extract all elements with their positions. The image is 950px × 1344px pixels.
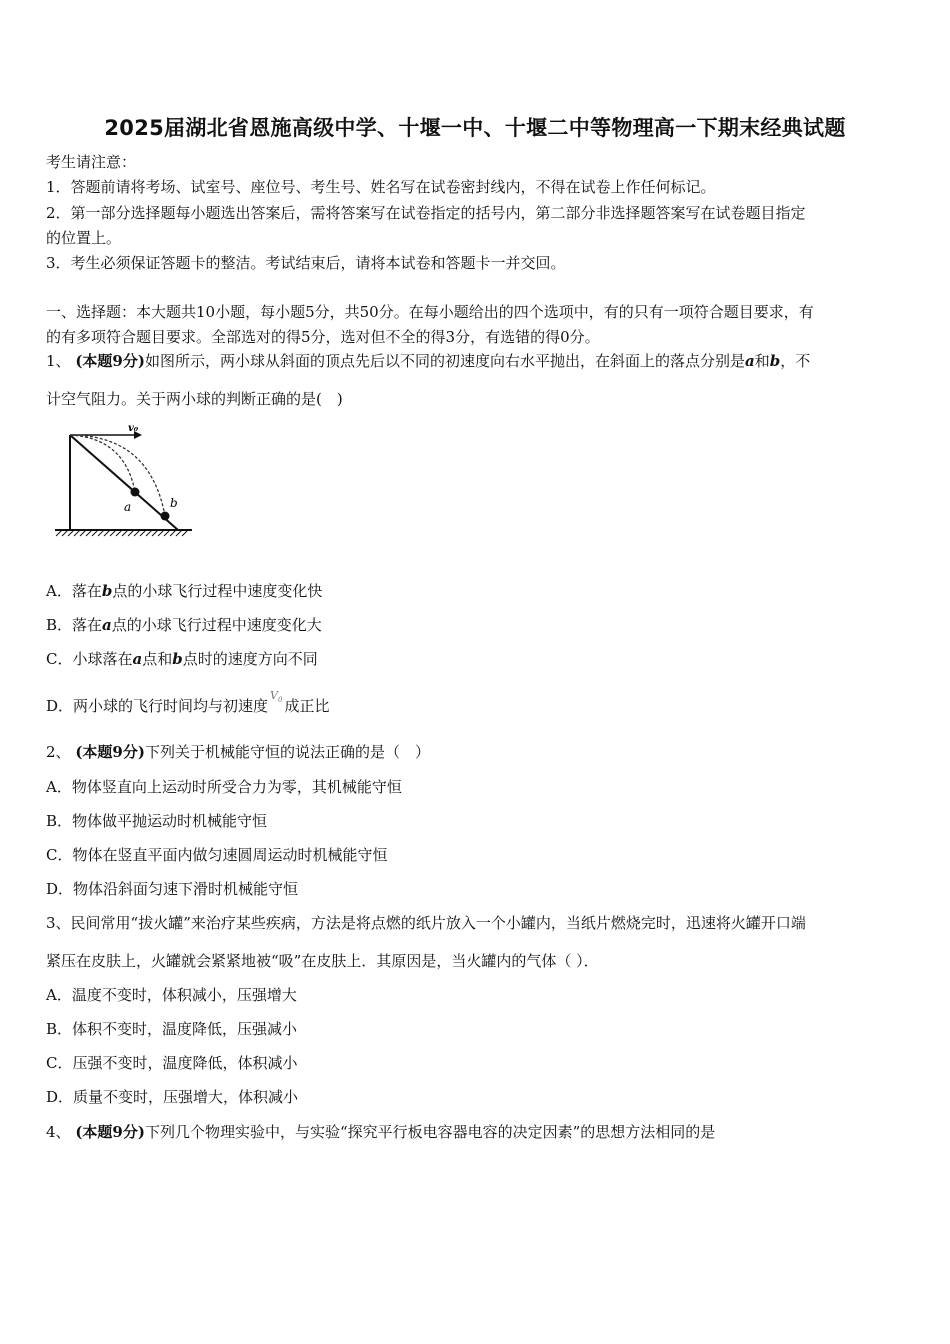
q1-and: 和 xyxy=(754,352,770,370)
q1-option-a xyxy=(46,581,908,601)
q3-stem-line-2: 紧压在皮肤上，火罐就会紧紧地被“吸”在皮肤上．其原因是，当火罐内的气体（ ）． xyxy=(46,952,599,970)
section-instructions-2: 的有多项符合题目要求。全部选对的得5分，选对但不全的得3分，有选错的得0分。 xyxy=(46,328,600,346)
q1-option-d-text: D．两小球的飞行时间均与初速度 xyxy=(46,697,269,715)
q2-stem xyxy=(46,742,908,762)
q1-number: 1、 xyxy=(46,352,71,370)
q1-stem-line-2: 计空气阻力。关于两小球的判断正确的是( ) xyxy=(46,390,343,408)
q1-option-b xyxy=(46,615,908,635)
figure-ball-b xyxy=(161,512,170,521)
q1-option-a-text: A．落在 xyxy=(46,582,102,600)
q2-option-d: D．物体沿斜面匀速下滑时机械能守恒 xyxy=(46,880,299,898)
q2-option-c: C．物体在竖直平面内做匀速圆周运动时机械能守恒 xyxy=(46,846,388,864)
q1-option-d-rest: 成正比 xyxy=(284,697,330,715)
q1-points: (本题9分) xyxy=(75,352,145,370)
q3-stem-line-1: 3、民间常用“拔火罐”来治疗某些疾病，方法是将点燃的纸片放入一个小罐内，当纸片燃烧完时，迅速将火罐开口端 xyxy=(46,914,806,932)
q1-var-b: b xyxy=(769,352,781,370)
notice-heading: 考生请注意： xyxy=(46,153,137,171)
figure-ball-a xyxy=(131,488,140,497)
q1-comma: ，不 xyxy=(780,352,811,370)
section-instructions-1: 一、选择题：本大题共10小题，每小题5分，共50分。在每小题给出的四个选项中，有的只有一项符合题目要求，有 xyxy=(46,303,814,321)
q2-option-b: B．物体做平抛运动时机械能守恒 xyxy=(46,812,268,830)
notice-item-1: 1．答题前请将考场、试室号、座位号、考生号、姓名写在试卷密封线内，不得在试卷上作任何标记。 xyxy=(46,178,716,196)
q3-option-b: B．体积不变时，温度降低，压强减小 xyxy=(46,1020,298,1038)
q1-option-c-text: C．小球落在 xyxy=(46,650,133,668)
q1-option-a-rest: 点的小球飞行过程中速度变化快 xyxy=(112,582,323,600)
q1-projectile-figure xyxy=(50,420,200,545)
q1-option-c-var-a: a xyxy=(132,650,143,668)
q1-option-c-var-b: b xyxy=(172,650,183,668)
figure-label-a: a xyxy=(124,500,132,514)
q4-stem xyxy=(46,1122,908,1142)
q2-number: 2、 xyxy=(46,743,71,761)
v0-letter: V xyxy=(270,689,278,702)
q1-option-b-var: a xyxy=(102,616,112,634)
q1-option-d-v0-symbol xyxy=(270,686,282,710)
q2-option-a: A．物体竖直向上运动时所受合力为零，其机械能守恒 xyxy=(46,778,402,796)
notice-item-2-cont: 的位置上。 xyxy=(46,229,122,247)
q4-points: (本题9分) xyxy=(75,1123,145,1141)
q3-option-d: D．质量不变时，压强增大，体积减小 xyxy=(46,1088,299,1106)
figure-v0-label: v₀ xyxy=(128,423,139,434)
v0-subscript: 0 xyxy=(277,696,283,705)
q4-stem-text: 下列几个物理实验中，与实验“探究平行板电容器电容的决定因素”的思想方法相同的是 xyxy=(144,1123,716,1141)
q2-stem-text: 下列关于机械能守恒的说法正确的是（ ） xyxy=(144,743,430,761)
q1-option-d xyxy=(46,689,908,722)
q1-option-c xyxy=(46,649,908,669)
q3-option-a: A．温度不变时，体积减小，压强增大 xyxy=(46,986,297,1004)
page-title: 2025届湖北省恩施高级中学、十堰一中、十堰二中等物理高一下期末经典试题 xyxy=(104,116,846,140)
q1-option-b-text: B．落在 xyxy=(46,616,103,634)
notice-item-2: 2．第一部分选择题每小题选出答案后，需将答案写在试卷指定的括号内，第二部分非选择题答案写在试卷题目指定 xyxy=(46,204,806,222)
q1-option-c-rest: 点时的速度方向不同 xyxy=(182,650,318,668)
q4-number: 4、 xyxy=(46,1123,71,1141)
q1-stem-line-1 xyxy=(46,351,908,371)
q1-option-c-mid: 点和 xyxy=(142,650,173,668)
q2-points: (本题9分) xyxy=(75,743,145,761)
q1-var-a: a xyxy=(744,352,755,370)
figure-label-b: b xyxy=(170,496,178,510)
q1-option-a-var: b xyxy=(101,582,113,600)
q1-stem-text: 如图所示，两小球从斜面的顶点先后以不同的初速度向右水平抛出，在斜面上的落点分别是 xyxy=(144,352,745,370)
q1-option-b-rest: 点的小球飞行过程中速度变化大 xyxy=(111,616,322,634)
notice-item-3: 3．考生必须保证答题卡的整洁。考试结束后，请将本试卷和答题卡一并交回。 xyxy=(46,254,566,272)
q3-option-c: C．压强不变时，温度降低，体积减小 xyxy=(46,1054,298,1072)
